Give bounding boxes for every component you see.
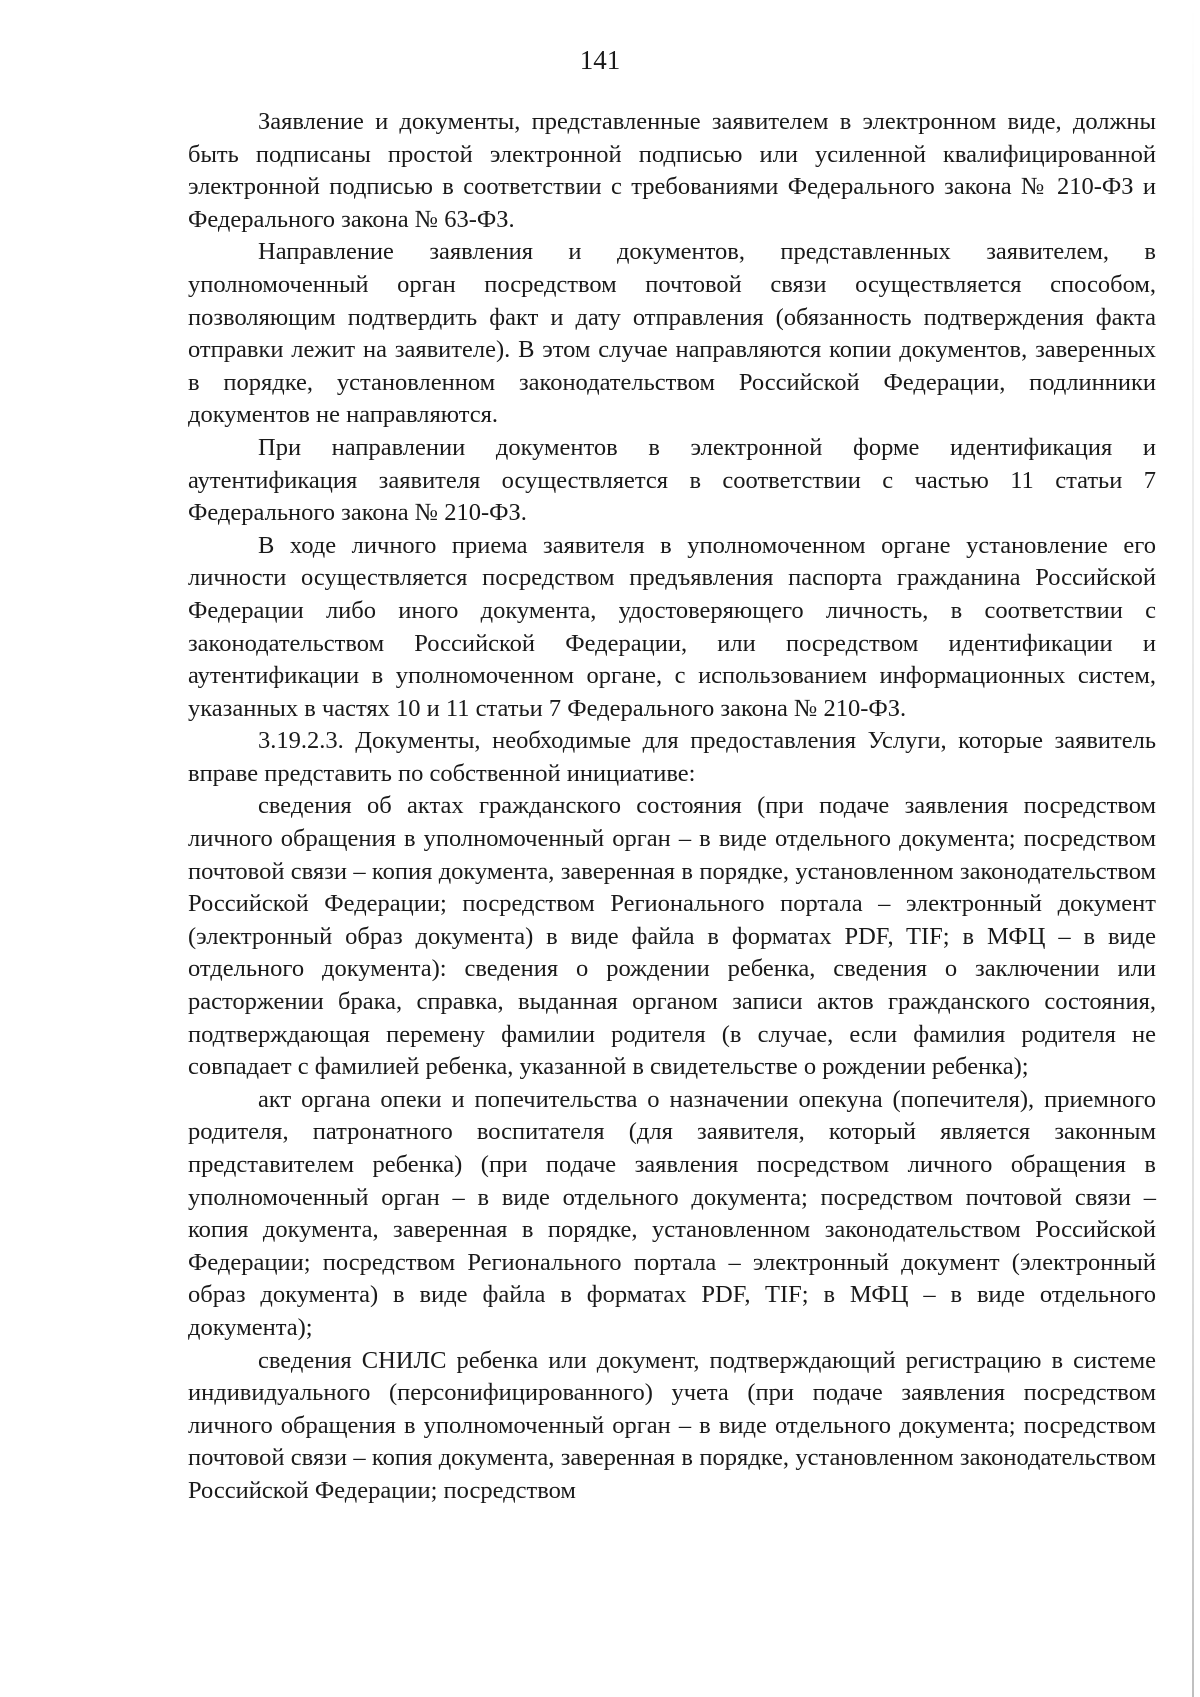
paragraph-personal-reception: В ходе личного приема заявителя в уполномоченном органе установление его личности осуществляется посредством предъявления паспорта гражданина Российской Федерации либо иного документа, удостоверяющего личность, в соответствии с законодательством Российской Федерации, или посредством идентификации и аутентификации в уполномоченном органе, с использованием информационных систем, указанных в частях 10 и 11 статьи 7 Федерального закона № 210-ФЗ.	[188, 531, 1156, 722]
paragraph-section-3-19-2-3: 3.19.2.3. Документы, необходимые для предоставления Услуги, которые заявитель вправе представить по собственной инициативе:	[188, 727, 1156, 787]
paragraph-guardianship-act: акт органа опеки и попечительства о назначении опекуна (попечителя), приемного родителя, патронатного воспитателя (для заявителя, который является законным представителем ребенка) (при подаче заявления посредством личного обращения в уполномоченный орган – в виде отдельного документа; посредством почтовой связи – копия документа, заверенная в порядке, установленном законодательством Российской Федерации; посредством Регионального портала – электронный документ (электронный образ документа) в виде файла в форматах PDF, TIF; в МФЦ – в виде отдельного документа);	[188, 1085, 1156, 1341]
paragraph-signature-requirements: Заявление и документы, представленные заявителем в электронном виде, должны быть подписаны простой электронной подписью или усиленной квалифицированной электронной подписью в соответствии с требованиями Федерального закона № 210-ФЗ и Федерального закона № 63-ФЗ.	[188, 108, 1156, 233]
page-number: 141	[579, 45, 621, 75]
scan-edge-shadow	[1192, 0, 1194, 1697]
document-body	[188, 106, 1156, 1508]
paragraph-civil-status-records: сведения об актах гражданского состояния (при подаче заявления посредством личного обращения в уполномоченный орган – в виде отдельного документа; посредством почтовой связи – копия документа, заверенная в порядке, установленном законодательством Российской Федерации; посредством Регионального портала – электронный документ (электронный образ документа) в виде файла в форматах PDF, TIF; в МФЦ – в виде отдельного документа): сведения о рождении ребенка, сведения о заключении или расторжении брака, справка, выданная органом записи актов гражданского состояния, подтверждающая перемену фамилии родителя (в случае, если фамилия родителя не совпадает с фамилией ребенка, указанной в свидетельстве о рождении ребенка);	[188, 792, 1156, 1081]
paragraph-snils: сведения СНИЛС ребенка или документ, подтверждающий регистрацию в системе индивидуального (персонифицированного) учета (при подаче заявления посредством личного обращения в уполномоченный орган – в виде отдельного документа; посредством почтовой связи – копия документа, заверенная в порядке, установленном законодательством Российской Федерации; посредством	[188, 1346, 1156, 1504]
paragraph-electronic-identification: При направлении документов в электронной форме идентификация и аутентификация заявителя осуществляется в соответствии с частью 11 статьи 7 Федерального закона № 210-ФЗ.	[188, 433, 1156, 527]
paragraph-postal-submission: Направление заявления и документов, представленных заявителем, в уполномоченный орган посредством почтовой связи осуществляется способом, позволяющим подтвердить факт и дату отправления (обязанность подтверждения факта отправки лежит на заявителе). В этом случае направляются копии документов, заверенных в порядке, установленном законодательством Российской Федерации, подлинники документов не направляются.	[188, 238, 1156, 429]
